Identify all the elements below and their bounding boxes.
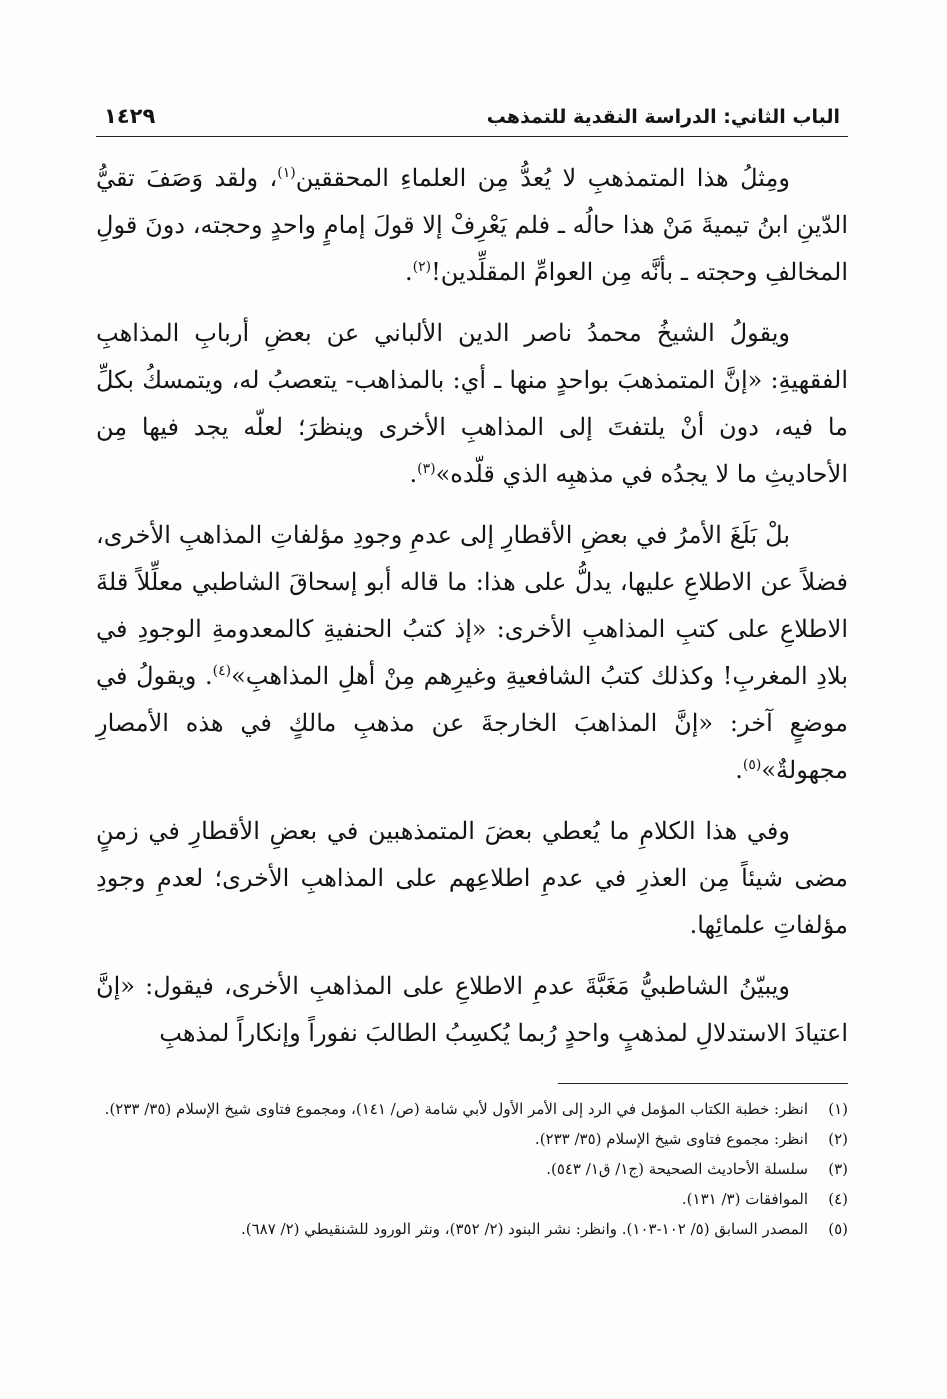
footnote-text: سلسلة الأحاديث الصحيحة (ج١/ ق١/ ٥٤٣). xyxy=(546,1160,808,1178)
running-title: الباب الثاني: الدراسة النقدية للتمذهب xyxy=(486,106,840,128)
paragraph-text: . xyxy=(735,756,743,784)
paragraph xyxy=(96,512,848,794)
paragraph-text: ومِثلُ هذا المتمذهبِ لا يُعدُّ مِن العلماءِ المحققين xyxy=(295,164,790,192)
footnote-marker: (٥) xyxy=(742,757,762,773)
footnote xyxy=(96,1094,848,1124)
footnote-marker: (٤) xyxy=(212,663,232,679)
footnote-number: (٢) xyxy=(828,1130,848,1148)
page-number: ١٤٢٩ xyxy=(104,104,156,128)
paragraph-text: وفي هذا الكلامِ ما يُعطي بعضَ المتمذهبين في بعضِ الأقطارِ في زمنٍ مضى شيئاً مِن العذرِ في عدمِ اطلاعِهم على المذاهبِ الأخرى؛ لعدمِ وجودِ مؤلفاتِ علمائِها. xyxy=(96,817,848,939)
footnote-separator xyxy=(558,1083,848,1084)
footnote-number: (١) xyxy=(828,1100,848,1118)
footnotes xyxy=(96,1094,848,1244)
footnote-text: انظر: خطبة الكتاب المؤمل في الرد إلى الأمر الأول لأبي شامة (ص/ ١٤١)، ومجموع فتاوى شيخ الإسلام (٣٥/ ٢٣٣). xyxy=(104,1100,808,1118)
footnote-number: (٤) xyxy=(828,1190,848,1208)
paragraph xyxy=(96,808,848,949)
paragraph-text: ويقولُ الشيخُ محمدُ ناصر الدين الألباني عن بعضِ أربابِ المذاهبِ الفقهيةِ: «إنَّ المتمذهبَ بواحدٍ منها ـ أي: بالمذاهب- يتعصبُ له، ويتمسكُ بكلِّ ما فيه، دون أنْ يلتفتَ إلى المذاهبِ الأخرى وينظرَ؛ لعلّه يجد فيها مِن الأحاديثِ ما لا يجدُه في مذهبِه الذي قلّده» xyxy=(96,319,848,488)
footnote xyxy=(96,1124,848,1154)
paragraph xyxy=(96,310,848,498)
paragraph-text: . xyxy=(409,460,418,488)
paragraph-text: ، ولقد وَصَفَ تقيُّ الدّينِ ابنُ تيميةَ مَنْ هذا حالُه ـ فلم يَعْرِفْ إلا قولَ إمامٍ واحدٍ وحجته، دونَ قولِ المخالفِ وحجته ـ بأنَّه مِن العوامِّ المقلِّدين! xyxy=(96,164,848,286)
book-page xyxy=(96,96,848,1244)
footnote-marker: (٢) xyxy=(412,259,432,275)
paragraph-text: بلْ بَلَغَ الأمرُ في بعضِ الأقطارِ إلى عدمِ وجودِ مؤلفاتِ المذاهبِ الأخرى، فضلاً عن الاطلاعِ عليها، يدلُّ على هذا: ما قاله أبو إسحاقَ الشاطبي معلِّلاً قلةَ الاطلاعِ على كتبِ المذاهبِ الأخرى: «إذ كتبُ الحنفيةِ كالمعدومةِ الوجودِ في بلادِ المغربِ! وكذلك كتبُ الشافعيةِ وغيرِهم مِنْ أهلِ المذاهبِ» xyxy=(96,521,849,690)
paragraph xyxy=(96,155,848,296)
footnote-marker: (١) xyxy=(277,165,296,181)
header-rule xyxy=(96,136,848,137)
footnote-number: (٣) xyxy=(828,1160,848,1178)
footnote-text: المصدر السابق (٥/ ١٠٢-١٠٣). وانظر: نشر البنود (٢/ ٣٥٢)، ونثر الورود للشنقيطي (٢/ ٦٨٧). xyxy=(240,1220,808,1238)
footnote-text: الموافقات (٣/ ١٣١). xyxy=(681,1190,808,1208)
footnote-number: (٥) xyxy=(828,1220,848,1238)
paragraph xyxy=(96,963,848,1057)
body-text xyxy=(96,155,848,1057)
footnote xyxy=(96,1154,848,1184)
footnote xyxy=(96,1214,848,1244)
paragraph-text: ويبيّنُ الشاطبيُّ مَغَبَّةَ عدمِ الاطلاعِ على المذاهبِ الأخرى، فيقول: «إنَّ اعتيادَ الاستدلالِ لمذهبٍ واحدٍ رُبما يُكسِبُ الطالبَ نفوراً وإنكاراً لمذهبِ xyxy=(96,972,848,1047)
footnote-text: انظر: مجموع فتاوى شيخ الإسلام (٣٥/ ٢٣٣). xyxy=(534,1130,808,1148)
footnote-marker: (٣) xyxy=(417,461,436,477)
paragraph-text: . ويقولُ في موضعٍ آخر: «إنَّ المذاهبَ الخارجةَ عن مذهبِ مالكٍ في هذه الأمصارِ مجهولةٌ» xyxy=(96,662,848,784)
page-header xyxy=(96,96,848,136)
paragraph-text: . xyxy=(404,258,413,286)
footnote xyxy=(96,1184,848,1214)
